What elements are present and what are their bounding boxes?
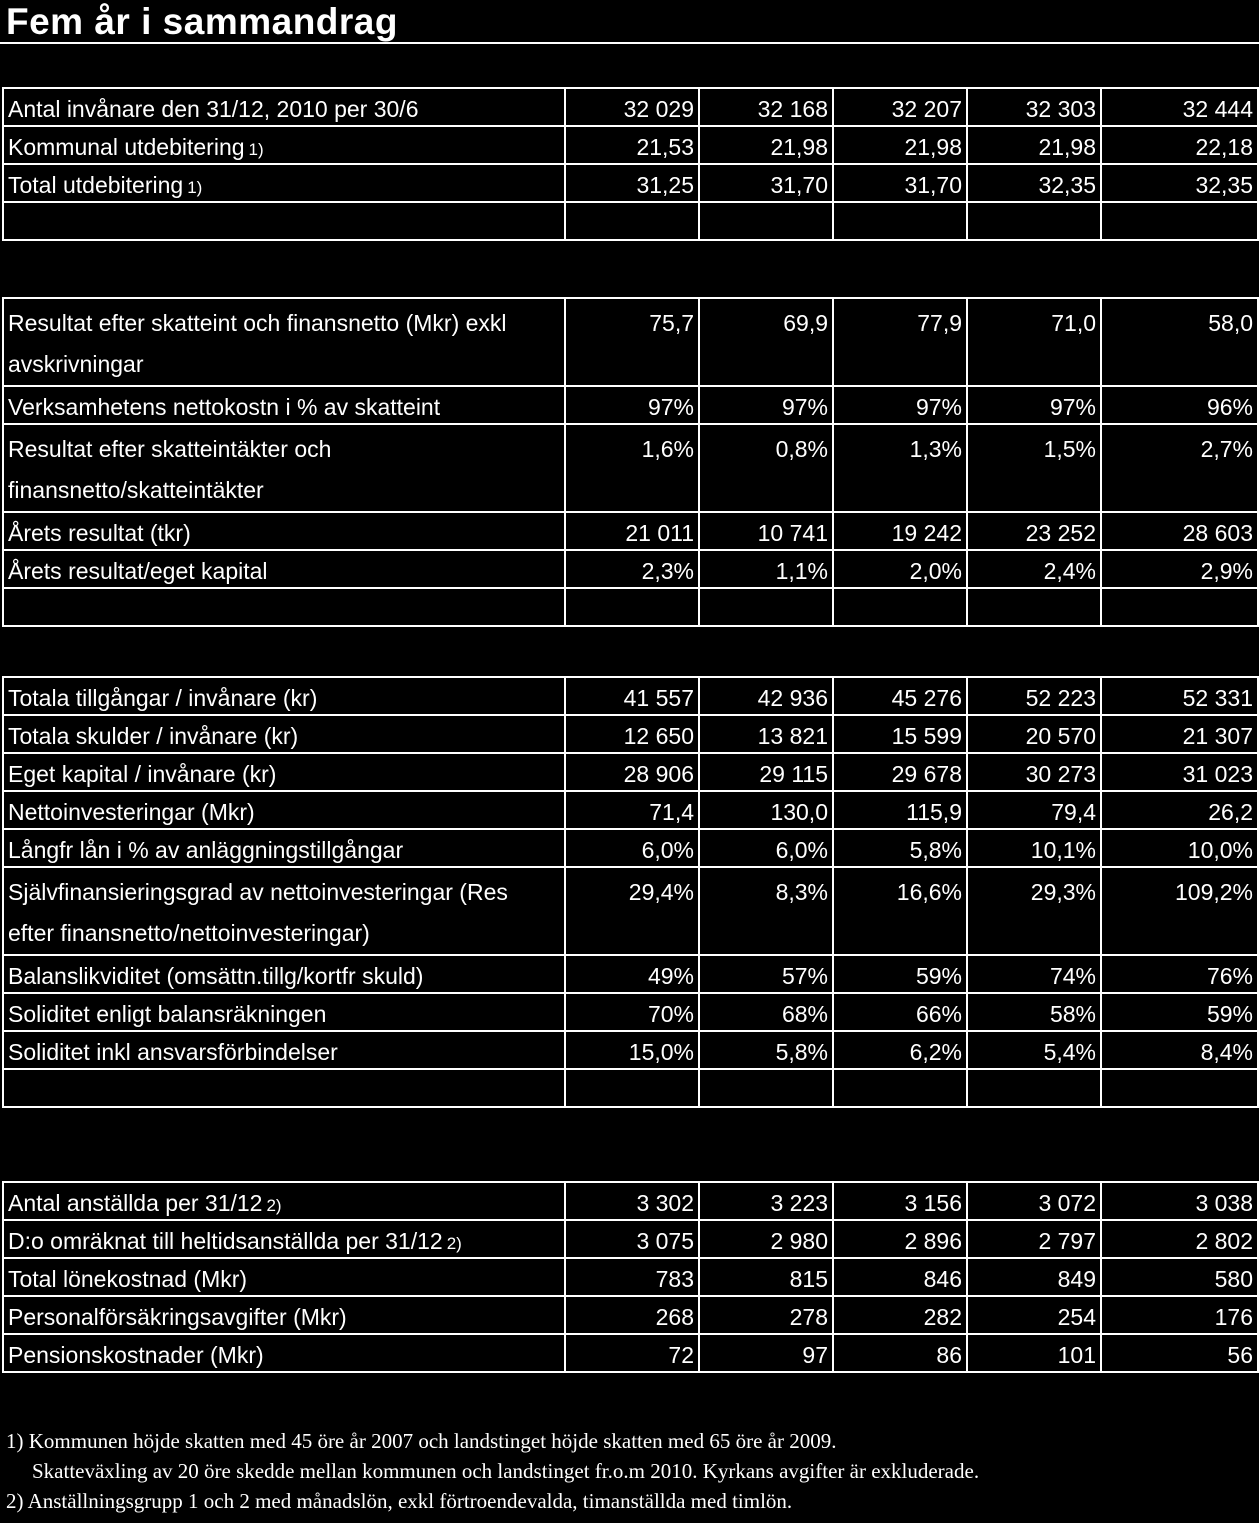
value-cell: 3 302 — [565, 1182, 699, 1220]
row-label: D:o omräknat till heltidsanställda per 31/12 — [8, 1228, 443, 1254]
footnote-ref: 1) — [187, 178, 203, 197]
value-cell: 21,53 — [565, 126, 699, 164]
value-cell: 59% — [833, 955, 967, 993]
row-label-cell — [3, 1296, 565, 1334]
value-cell: 109,2% — [1101, 867, 1258, 955]
table-row — [3, 1296, 1258, 1334]
value-cell: 75,7 — [565, 298, 699, 386]
population-tax-table — [2, 87, 1259, 241]
value-cell: 2,3% — [565, 550, 699, 588]
row-label-cell — [3, 386, 565, 424]
value-cell: 849 — [967, 1258, 1101, 1296]
row-label: Långfr lån i % av anläggningstillgångar — [8, 837, 404, 863]
value-cell: 2,9% — [1101, 550, 1258, 588]
value-cell: 5,8% — [833, 829, 967, 867]
row-label: Självfinansieringsgrad av nettoinvesteringar (Res efter finansnetto/nettoinvesteringar) — [8, 879, 508, 946]
value-cell — [1101, 588, 1258, 626]
row-label-cell — [3, 993, 565, 1031]
value-cell: 29,3% — [967, 867, 1101, 955]
row-label: Årets resultat/eget kapital — [8, 558, 268, 584]
value-cell — [1101, 1069, 1258, 1107]
value-cell: 15,0% — [565, 1031, 699, 1069]
value-cell: 97% — [967, 386, 1101, 424]
table-row — [3, 677, 1258, 715]
value-cell: 31 023 — [1101, 753, 1258, 791]
row-label: Soliditet enligt balansräkningen — [8, 1001, 327, 1027]
row-label-cell — [3, 164, 565, 202]
value-cell: 3 072 — [967, 1182, 1101, 1220]
value-cell: 41 557 — [565, 677, 699, 715]
value-cell: 31,25 — [565, 164, 699, 202]
value-cell: 21 011 — [565, 512, 699, 550]
value-cell: 52 331 — [1101, 677, 1258, 715]
value-cell: 2 797 — [967, 1220, 1101, 1258]
value-cell: 3 075 — [565, 1220, 699, 1258]
table-row — [3, 1182, 1258, 1220]
personnel-table — [2, 1181, 1259, 1373]
value-cell — [833, 588, 967, 626]
row-label: Balanslikviditet (omsättn.tillg/kortfr skuld) — [8, 963, 424, 989]
value-cell: 71,4 — [565, 791, 699, 829]
value-cell: 29 678 — [833, 753, 967, 791]
value-cell: 783 — [565, 1258, 699, 1296]
value-cell: 8,3% — [699, 867, 833, 955]
balance-table — [2, 676, 1259, 1108]
value-cell: 22,18 — [1101, 126, 1258, 164]
row-label-cell — [3, 715, 565, 753]
row-label: Antal anställda per 31/12 — [8, 1190, 263, 1216]
footnote-2: 2) Anställningsgrupp 1 och 2 med månadslön, exkl förtroendevalda, timanställda med timlön. — [6, 1489, 793, 1513]
value-cell: 31,70 — [833, 164, 967, 202]
value-cell: 15 599 — [833, 715, 967, 753]
table-row — [3, 126, 1258, 164]
value-cell: 0,8% — [699, 424, 833, 512]
value-cell: 101 — [967, 1334, 1101, 1372]
table-row — [3, 588, 1258, 626]
table-row — [3, 1258, 1258, 1296]
footnote-ref: 2) — [446, 1234, 462, 1253]
table-row — [3, 791, 1258, 829]
value-cell: 10,0% — [1101, 829, 1258, 867]
value-cell: 3 223 — [699, 1182, 833, 1220]
value-cell: 1,3% — [833, 424, 967, 512]
value-cell: 59% — [1101, 993, 1258, 1031]
row-label: Verksamhetens nettokostn i % av skatteint — [8, 394, 441, 420]
value-cell: 1,1% — [699, 550, 833, 588]
value-cell: 846 — [833, 1258, 967, 1296]
value-cell: 68% — [699, 993, 833, 1031]
value-cell: 86 — [833, 1334, 967, 1372]
title-divider — [0, 42, 1259, 44]
value-cell: 2 896 — [833, 1220, 967, 1258]
value-cell: 56 — [1101, 1334, 1258, 1372]
value-cell: 6,2% — [833, 1031, 967, 1069]
value-cell: 45 276 — [833, 677, 967, 715]
row-label-cell — [3, 867, 565, 955]
value-cell: 29 115 — [699, 753, 833, 791]
value-cell: 30 273 — [967, 753, 1101, 791]
value-cell: 130,0 — [699, 791, 833, 829]
value-cell: 1,6% — [565, 424, 699, 512]
table-row — [3, 550, 1258, 588]
table-row — [3, 164, 1258, 202]
table-row — [3, 829, 1258, 867]
value-cell: 69,9 — [699, 298, 833, 386]
table-row — [3, 88, 1258, 126]
value-cell: 3 038 — [1101, 1182, 1258, 1220]
row-label: Resultat efter skatteintäkter och finansnetto/skatteintäkter — [8, 436, 332, 503]
row-label-cell — [3, 1258, 565, 1296]
row-label: Totala skulder / invånare (kr) — [8, 723, 299, 749]
footnote-1-line-2: Skatteväxling av 20 öre skedde mellan kommunen och landstinget fr.o.m 2010. Kyrkans avgifter är exkluderade. — [32, 1459, 980, 1483]
row-label-cell — [3, 791, 565, 829]
row-label-cell — [3, 88, 565, 126]
row-label: Eget kapital / invånare (kr) — [8, 761, 277, 787]
value-cell: 77,9 — [833, 298, 967, 386]
value-cell: 12 650 — [565, 715, 699, 753]
row-label: Antal invånare den 31/12, 2010 per 30/6 — [8, 96, 419, 122]
row-label: Årets resultat (tkr) — [8, 520, 191, 546]
row-label: Soliditet inkl ansvarsförbindelser — [8, 1039, 338, 1065]
value-cell: 70% — [565, 993, 699, 1031]
value-cell: 21,98 — [967, 126, 1101, 164]
row-label: Kommunal utdebitering — [8, 134, 245, 160]
table-row — [3, 386, 1258, 424]
value-cell: 254 — [967, 1296, 1101, 1334]
footnote-ref: 1) — [248, 140, 264, 159]
value-cell: 58,0 — [1101, 298, 1258, 386]
row-label: Pensionskostnader (Mkr) — [8, 1342, 264, 1368]
row-label-cell — [3, 1182, 565, 1220]
table-row — [3, 753, 1258, 791]
value-cell — [699, 1069, 833, 1107]
footnotes — [6, 1426, 1246, 1516]
value-cell: 282 — [833, 1296, 967, 1334]
value-cell: 278 — [699, 1296, 833, 1334]
value-cell: 10 741 — [699, 512, 833, 550]
value-cell: 20 570 — [967, 715, 1101, 753]
table-row — [3, 1031, 1258, 1069]
table-row — [3, 1334, 1258, 1372]
value-cell: 66% — [833, 993, 967, 1031]
value-cell — [967, 1069, 1101, 1107]
value-cell — [967, 202, 1101, 240]
value-cell — [699, 202, 833, 240]
value-cell — [833, 1069, 967, 1107]
value-cell: 21 307 — [1101, 715, 1258, 753]
value-cell: 13 821 — [699, 715, 833, 753]
value-cell: 96% — [1101, 386, 1258, 424]
value-cell: 6,0% — [565, 829, 699, 867]
value-cell: 815 — [699, 1258, 833, 1296]
value-cell — [565, 588, 699, 626]
row-label-cell — [3, 1334, 565, 1372]
value-cell: 52 223 — [967, 677, 1101, 715]
value-cell: 3 156 — [833, 1182, 967, 1220]
table-row — [3, 202, 1258, 240]
value-cell: 28 603 — [1101, 512, 1258, 550]
row-label: Nettoinvesteringar (Mkr) — [8, 799, 255, 825]
row-label-cell — [3, 1031, 565, 1069]
row-label-cell — [3, 1220, 565, 1258]
value-cell: 32 168 — [699, 88, 833, 126]
value-cell: 57% — [699, 955, 833, 993]
value-cell: 58% — [967, 993, 1101, 1031]
value-cell: 176 — [1101, 1296, 1258, 1334]
table-row — [3, 993, 1258, 1031]
row-label: Personalförsäkringsavgifter (Mkr) — [8, 1304, 347, 1330]
row-label-cell — [3, 126, 565, 164]
table-row — [3, 1220, 1258, 1258]
value-cell — [1101, 202, 1258, 240]
table-row — [3, 424, 1258, 512]
row-label: Total utdebitering — [8, 172, 184, 198]
value-cell: 31,70 — [699, 164, 833, 202]
value-cell: 10,1% — [967, 829, 1101, 867]
value-cell: 72 — [565, 1334, 699, 1372]
row-label-cell — [3, 550, 565, 588]
value-cell: 1,5% — [967, 424, 1101, 512]
value-cell: 21,98 — [699, 126, 833, 164]
value-cell: 580 — [1101, 1258, 1258, 1296]
value-cell: 115,9 — [833, 791, 967, 829]
value-cell: 19 242 — [833, 512, 967, 550]
value-cell: 32 303 — [967, 88, 1101, 126]
table-row — [3, 1069, 1258, 1107]
value-cell: 74% — [967, 955, 1101, 993]
footnote-1-line-1: 1) Kommunen höjde skatten med 45 öre år 2007 och landstinget höjde skatten med 65 öre år 2009. — [6, 1429, 837, 1453]
value-cell: 79,4 — [967, 791, 1101, 829]
row-label-cell — [3, 424, 565, 512]
value-cell: 28 906 — [565, 753, 699, 791]
value-cell: 2,4% — [967, 550, 1101, 588]
row-label-cell — [3, 588, 565, 626]
result-table — [2, 297, 1259, 627]
value-cell: 26,2 — [1101, 791, 1258, 829]
value-cell: 21,98 — [833, 126, 967, 164]
row-label-cell — [3, 202, 565, 240]
value-cell: 97 — [699, 1334, 833, 1372]
table-row — [3, 867, 1258, 955]
row-label-cell — [3, 829, 565, 867]
value-cell — [565, 202, 699, 240]
value-cell: 2 802 — [1101, 1220, 1258, 1258]
value-cell: 5,8% — [699, 1031, 833, 1069]
value-cell: 8,4% — [1101, 1031, 1258, 1069]
table-row — [3, 715, 1258, 753]
value-cell: 23 252 — [967, 512, 1101, 550]
value-cell — [699, 588, 833, 626]
row-label-cell — [3, 753, 565, 791]
value-cell: 2 980 — [699, 1220, 833, 1258]
row-label-cell — [3, 512, 565, 550]
row-label: Resultat efter skatteint och finansnetto (Mkr) exkl avskrivningar — [8, 310, 507, 377]
value-cell: 32 444 — [1101, 88, 1258, 126]
value-cell: 76% — [1101, 955, 1258, 993]
value-cell: 71,0 — [967, 298, 1101, 386]
value-cell: 29,4% — [565, 867, 699, 955]
value-cell: 16,6% — [833, 867, 967, 955]
value-cell: 49% — [565, 955, 699, 993]
value-cell: 2,7% — [1101, 424, 1258, 512]
row-label-cell — [3, 677, 565, 715]
footnote-ref: 2) — [266, 1196, 282, 1215]
value-cell: 42 936 — [699, 677, 833, 715]
table-row — [3, 955, 1258, 993]
value-cell: 6,0% — [699, 829, 833, 867]
row-label-cell — [3, 298, 565, 386]
value-cell: 32 207 — [833, 88, 967, 126]
page-title: Fem år i sammandrag — [6, 1, 398, 42]
table-row — [3, 298, 1258, 386]
row-label: Total lönekostnad (Mkr) — [8, 1266, 248, 1292]
table-row — [3, 512, 1258, 550]
value-cell: 32,35 — [1101, 164, 1258, 202]
value-cell — [833, 202, 967, 240]
value-cell: 2,0% — [833, 550, 967, 588]
row-label: Totala tillgångar / invånare (kr) — [8, 685, 318, 711]
value-cell: 268 — [565, 1296, 699, 1334]
value-cell: 32 029 — [565, 88, 699, 126]
value-cell: 97% — [565, 386, 699, 424]
row-label-cell — [3, 955, 565, 993]
value-cell: 97% — [699, 386, 833, 424]
value-cell: 97% — [833, 386, 967, 424]
value-cell: 5,4% — [967, 1031, 1101, 1069]
value-cell — [565, 1069, 699, 1107]
value-cell — [967, 588, 1101, 626]
row-label-cell — [3, 1069, 565, 1107]
value-cell: 32,35 — [967, 164, 1101, 202]
